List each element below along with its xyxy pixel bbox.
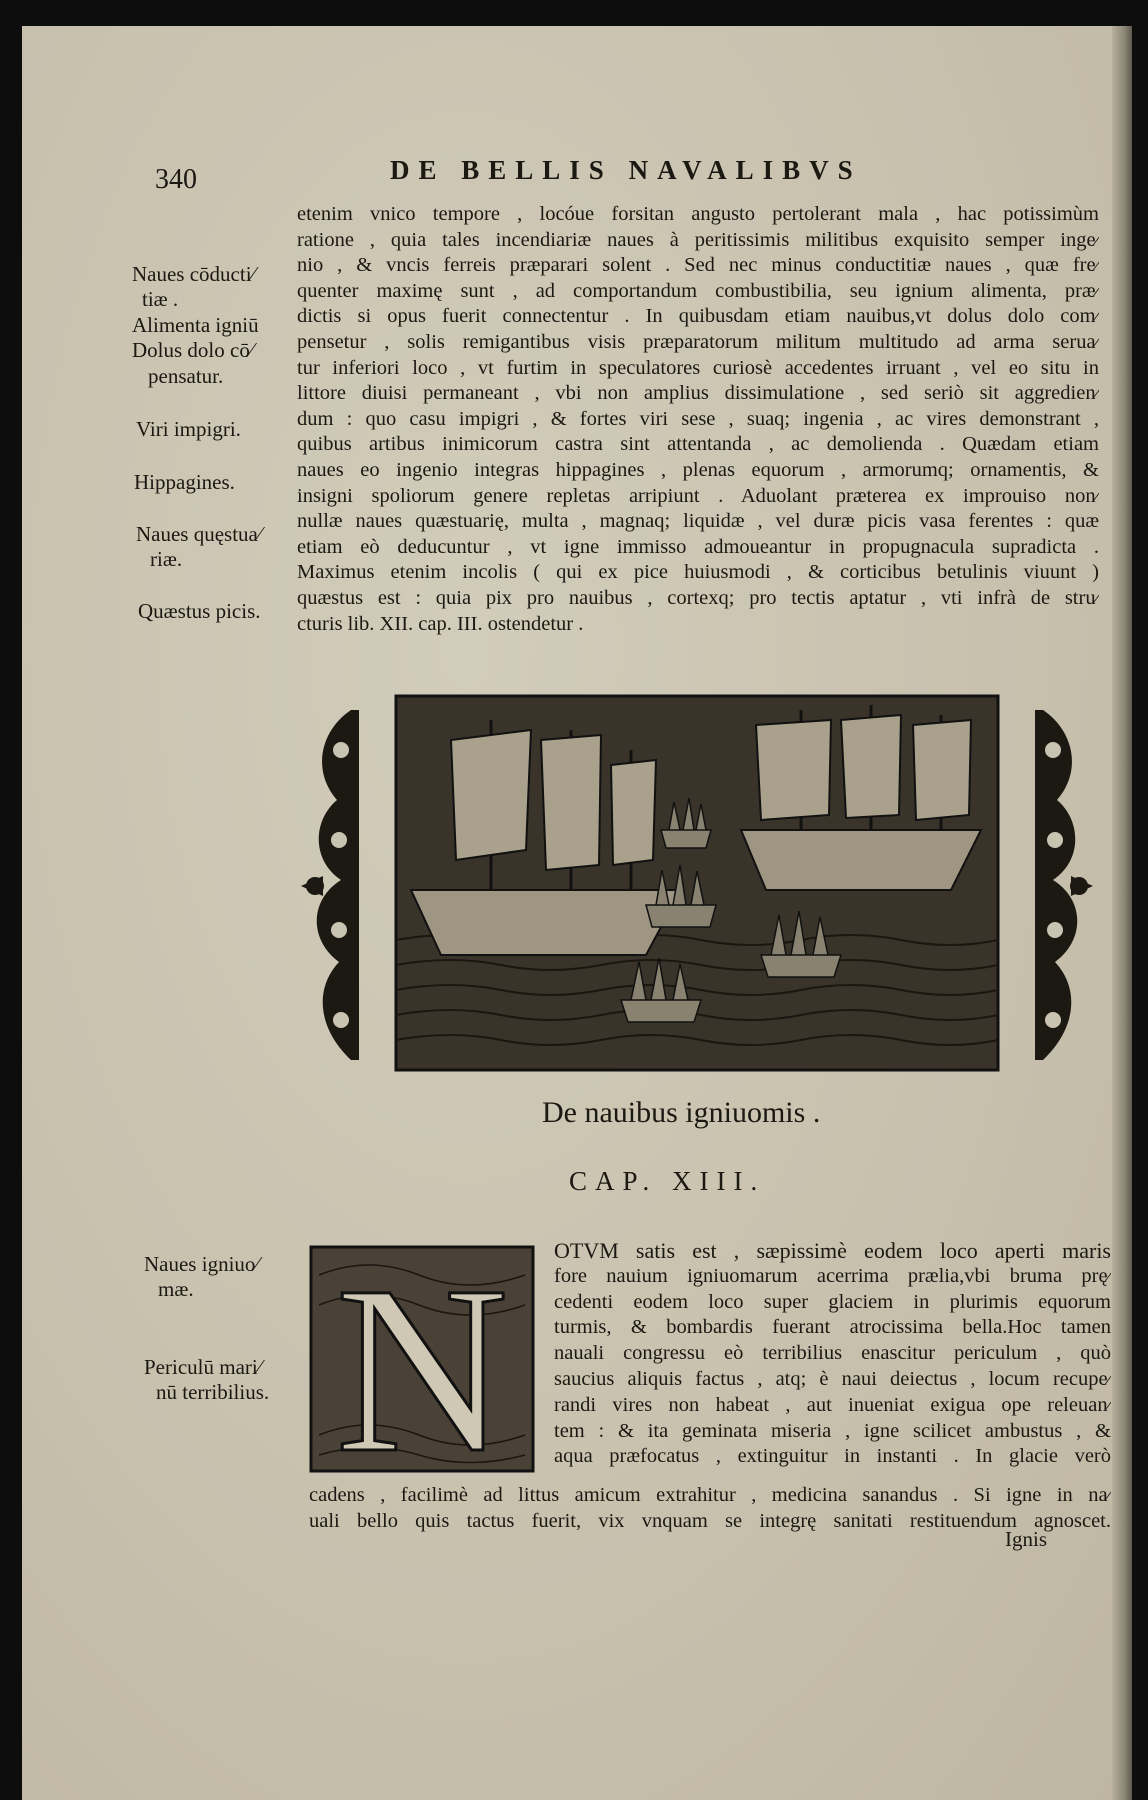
text-line: tem : & ita geminata miseria , igne scilicet ambustus , & [554, 1419, 1111, 1442]
margin-note-dolus: Dolus dolo cō⁄ [132, 338, 254, 362]
text-line: fore nauium igniuomarum acerrima prælia,vbi bruma prę⁄ [554, 1264, 1111, 1287]
margin-note-quaestuariae: Naues quęstua⁄ [136, 522, 262, 546]
chapter-text-full-width [309, 1482, 1111, 1534]
text-line: littore diuisi permaneant , vbi non amplius dissimulatione , sed seriò sit aggredien⁄ [297, 382, 1099, 405]
text-line: etenim vnico tempore , locóue forsitan angusto pertolerant mala , hac potissimùm [297, 203, 1099, 225]
margin-note-periculum: Periculū mari⁄ [144, 1355, 262, 1379]
text-line: aqua præfocatus , extinguitur in instanti . In glacie verò [554, 1445, 1111, 1468]
running-title: DE BELLIS NAVALIBVS [390, 155, 862, 185]
margin-note-viri: Viri impigri. [136, 417, 241, 441]
margin-note-quaestus: Quæstus picis. [138, 599, 261, 623]
ship-right [741, 705, 981, 890]
margin-note-conductitiae: Naues cōducti⁄ [132, 262, 256, 286]
woodcut-caption: De nauibus igniuomis . [542, 1096, 821, 1129]
text-line: OTVM satis est , sæpissimè eodem loco aperti maris [554, 1238, 1111, 1263]
margin-note-dolus-cont: pensatur. [148, 364, 224, 388]
text-line: etiam eò deducuntur , vt igne immisso admoueantur in propugnacula supradicta . [297, 535, 1099, 558]
text-line: quibus artibus inimicorum castra sint attentanda , ac demolienda . Quædam etiam [297, 433, 1099, 456]
text-line: quenter maximę sunt , ad comportandum combustibilia, seu ignium alimenta, præ⁄ [297, 279, 1099, 302]
text-line: cadens , facilimè ad littus amicum extrahitur , medicina sanandus . Si igne in na⁄ [309, 1484, 1111, 1506]
woodcut-illustration [301, 690, 1093, 1080]
text-line: naues eo ingenio integras hippagines , plenas equorum , armorumq; ornamentis, & [297, 458, 1099, 481]
text-line: turmis, & bombardis fuerant atrocissima bella.Hoc tamen [554, 1316, 1111, 1339]
chapter-text-beside-initial [554, 1238, 1111, 1470]
text-line: nio , & vncis ferreis præparari solent . Sed nec minus conductitiæ naues , quæ fre⁄ [297, 254, 1099, 277]
text-line: tur inferiori loco , vt furtim in speculatores curiosè accedentes irruant , vel eo situ in [297, 356, 1099, 379]
decorated-initial [309, 1245, 535, 1473]
text-line: saucius aliquis factus , atq; è naui deiectus , locum recupe⁄ [554, 1367, 1111, 1390]
page-edge-shadow [1112, 26, 1132, 1800]
text-line: pensetur , solis remigantibus visis præparatorum militum multitudo ad arma serua⁄ [297, 330, 1099, 353]
margin-note-igniuomae: Naues igniuo⁄ [144, 1252, 259, 1276]
text-line: quæstus est : quia pix pro nauibus , cortexq; pro tectis aptatur , vti infrà de stru⁄ [297, 586, 1099, 609]
margin-note-alimenta: Alimenta igniū [132, 313, 259, 337]
main-text-block [297, 202, 1099, 637]
ornamental-border-left [301, 710, 359, 1060]
margin-note-hippagines: Hippagines. [134, 470, 235, 494]
chapter-heading: CAP. XIII. [569, 1166, 766, 1196]
initial-letter: N [335, 1245, 509, 1473]
text-line: nauali congressu eò terribilius enascitur periculum , quò [554, 1342, 1111, 1365]
margin-note-periculum-cont: nū terribilius. [156, 1380, 270, 1404]
text-line: cedenti eodem loco super glaciem in plurimis equorum [554, 1290, 1111, 1313]
text-line: insigni spoliorum genere repletas arripiunt . Aduolant præterea ex improuiso non⁄ [297, 484, 1099, 507]
text-line: Maximus etenim incolis ( qui ex pice huiusmodi , & corticibus betulinis viuunt ) [297, 561, 1099, 584]
margin-note-conductitiae-cont: tiæ . [142, 287, 179, 311]
text-line: dictis si opus fuerit connectentur . In quibusdam etiam nauibus,vt dolus dolo com⁄ [297, 305, 1099, 328]
text-line: uali bello quis tactus fuerit, vix vnquam se integrę sanitati restituendum agnoscet. [309, 1510, 1111, 1532]
text-line: dum : quo casu impigri , & fortes viri sese , suaq; ingenia , ac vires demonstrant , [297, 407, 1099, 430]
text-line: randi vires non habeat , aut inueniat exigua ope releuan⁄ [554, 1393, 1111, 1416]
ornamental-border-right [1035, 710, 1093, 1060]
catchword: Ignis [1005, 1527, 1047, 1551]
margin-note-igniuomae-cont: mæ. [158, 1277, 194, 1301]
text-line: ratione , quia tales incendiariæ naues à peritissimis militibus exquisito semper inge⁄ [297, 228, 1099, 251]
text-line: nullæ naues quæstuarię, multa , magnaq; liquidæ , vel duræ picis vasa ferentes : quæ [297, 510, 1099, 533]
margin-note-quaestuariae-cont: riæ. [150, 547, 183, 571]
page-number: 340 [155, 164, 197, 195]
text-line: cturis lib. XII. cap. III. ostendetur . [297, 612, 584, 635]
